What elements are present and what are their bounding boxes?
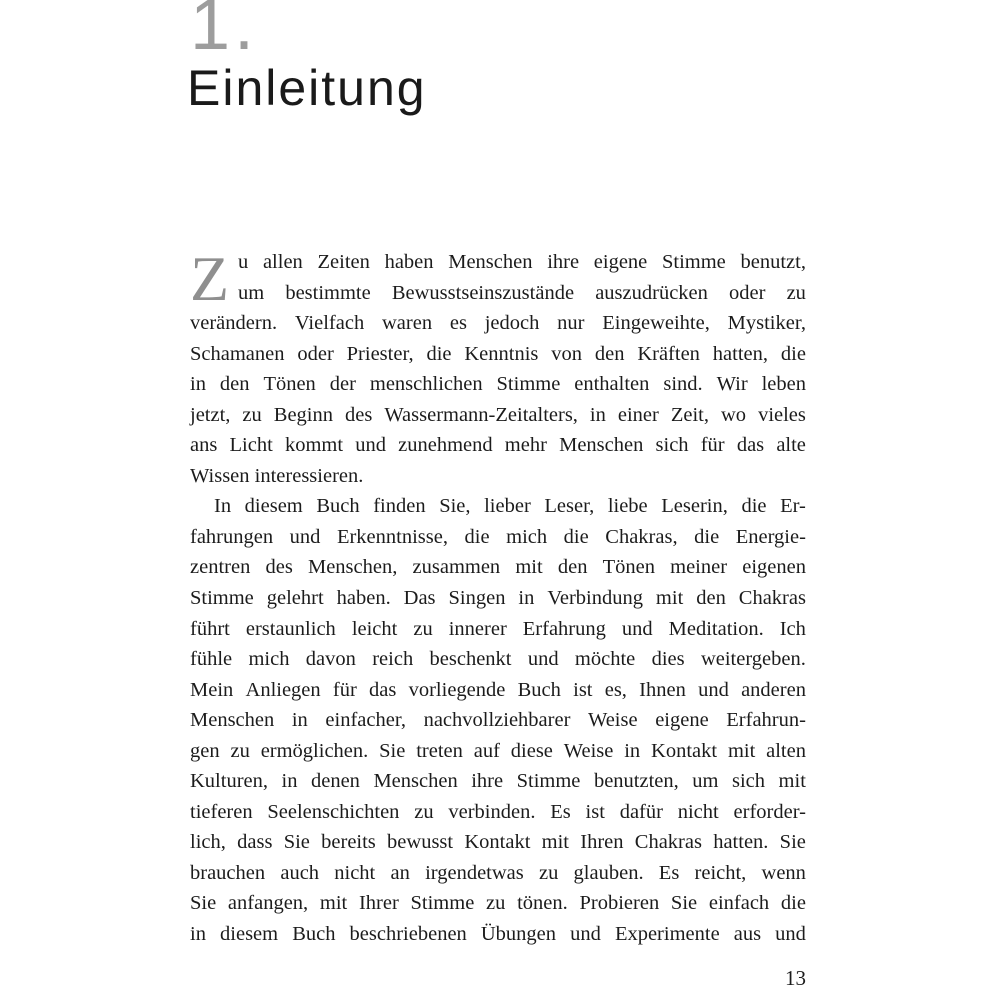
text-line: Menschen in einfacher, nachvollziehbarer Weise eigene Erfahrun- <box>190 709 806 732</box>
text-line: führt erstaunlich leicht zu innerer Erfahrung und Meditation. Ich <box>190 617 806 640</box>
text-line: fahrungen und Erkenntnisse, die mich die Chakras, die Energie- <box>190 525 806 548</box>
text-line: Mein Anliegen für das vorliegende Buch ist es, Ihnen und anderen <box>190 678 806 701</box>
text-line: Kulturen, in denen Menschen ihre Stimme benutzten, um sich mit <box>190 770 806 793</box>
text-line: brauchen auch nicht an irgendetwas zu glauben. Es reicht, wenn <box>190 861 806 884</box>
drop-cap: Z <box>190 243 230 314</box>
text-line: um bestimmte Bewusstseinszustände auszudrücken oder zu <box>238 281 806 304</box>
text-line: Sie anfangen, mit Ihrer Stimme zu tönen. Probieren Sie einfach die <box>190 892 806 915</box>
text-line: zentren des Menschen, zusammen mit den Tönen meiner eigenen <box>190 556 806 579</box>
text-line: gen zu ermöglichen. Sie treten auf diese Weise in Kontakt mit alten <box>190 739 806 762</box>
text-line: ans Licht kommt und zunehmend mehr Menschen sich für das alte <box>190 434 806 457</box>
chapter-title: Einleitung <box>187 60 427 116</box>
paragraph <box>190 243 806 491</box>
text-line: jetzt, zu Beginn des Wassermann-Zeitalters, in einer Zeit, wo vieles <box>190 403 806 426</box>
text-line: Schamanen oder Priester, die Kenntnis von den Kräften hatten, die <box>190 342 806 365</box>
text-line: tieferen Seelenschichten zu verbinden. Es ist dafür nicht erforder- <box>190 800 806 823</box>
text-line: lich, dass Sie bereits bewusst Kontakt mit Ihren Chakras hatten. Sie <box>190 831 806 854</box>
text-line: in den Tönen der menschlichen Stimme enthalten sind. Wir leben <box>190 373 806 396</box>
text-line: fühle mich davon reich beschenkt und möchte dies weitergeben. <box>190 648 806 671</box>
text-line: Wissen interessieren. <box>190 464 364 487</box>
text-line: In diesem Buch finden Sie, lieber Leser, liebe Leserin, die Er- <box>214 495 806 518</box>
paragraph <box>190 491 806 949</box>
text-line: in diesem Buch beschriebenen Übungen und Experimente aus und <box>190 923 806 946</box>
text-line: Stimme gelehrt haben. Das Singen in Verbindung mit den Chakras <box>190 587 806 610</box>
body-text <box>190 243 806 950</box>
text-line: u allen Zeiten haben Menschen ihre eigene Stimme benutzt, <box>238 251 806 273</box>
page-number: 13 <box>785 966 806 990</box>
text-line: verändern. Vielfach waren es jedoch nur Eingeweihte, Mystiker, <box>190 312 806 335</box>
chapter-header <box>187 0 810 116</box>
chapter-number: 1. <box>190 0 259 65</box>
